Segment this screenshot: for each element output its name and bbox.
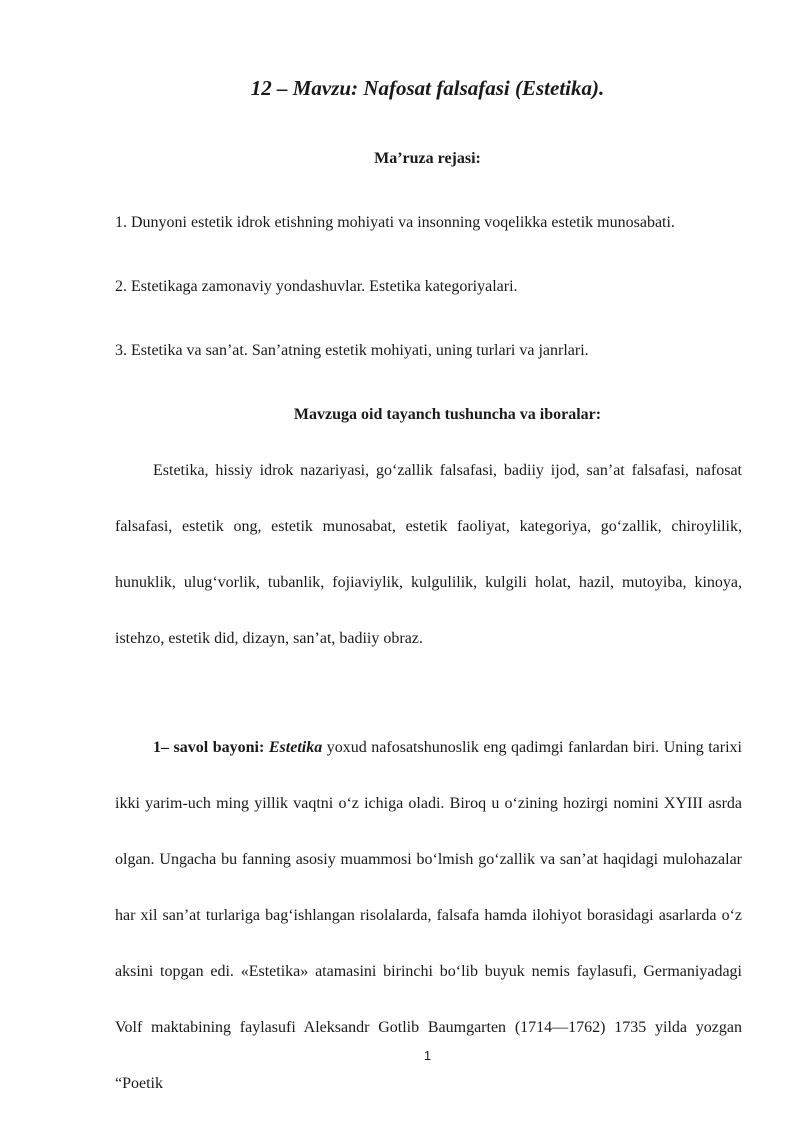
page-number: 1: [423, 1048, 432, 1063]
terms-heading: Mavzuga oid tayanch tushuncha va iboralar:: [293, 406, 602, 423]
plan-item-1: 1. Dunyoni estetik idrok etishning mohiyati va insonning voqelikka estetik munosabati.: [115, 214, 675, 231]
key-term: Estetika: [268, 739, 323, 756]
plan-heading: Ma’ruza rejasi:: [374, 150, 481, 167]
page-title: 12 – Mavzu: Nafosat falsafasi (Estetika).: [250, 76, 605, 100]
plan-item-3: 3. Estetika va san’at. San’atning estetik mohiyati, uning turlari va janrlari.: [115, 342, 589, 359]
question-label: 1– savol bayoni:: [153, 739, 265, 756]
plan-item-2: 2. Estetikaga zamonaviy yondashuvlar. Estetika kategoriyalari.: [115, 278, 518, 295]
body-text: yoxud nafosatshunoslik eng qadimgi fanlardan biri. Uning tarixi ikki yarim-uch ming yillik vaqtni o‘z ichiga oladi. Biroq u o‘zining hozirgi nomini XYIII asrda olgan. Ungacha bu fanning asosiy muammosi bo‘lmish go‘zallik va san’at haqidagi mulohazalar har xil san’at turlariga bag‘ishlangan risolalarda, falsafa hamda ilohiyot borasidagi asarlarda o‘z aksini topgan edi. «Estetika» atamasini birinchi bo‘lib buyuk nemis faylasufi, Germaniyadagi Volf maktabining faylasufi Aleksandr Gotlib Baumgarten (1714—1762) 1735 yilda yozgan “Poetik: [115, 739, 743, 1092]
terms-paragraph: Estetika, hissiy idrok nazariyasi, go‘zallik falsafasi, badiiy ijod, san’at falsafasi, nafosat falsafasi, estetik ong, estetik munosabat, estetik faoliyat, kategoriya, go‘zallik, chiroylilik, hunuklik, ulug‘vorlik, tubanlik, fojiaviylik, kulgulilik, kulgili holat, hazil, mutoyiba, kinoya, istehzo, estetik did, dizayn, san’at, badiiy obraz.: [115, 462, 742, 647]
